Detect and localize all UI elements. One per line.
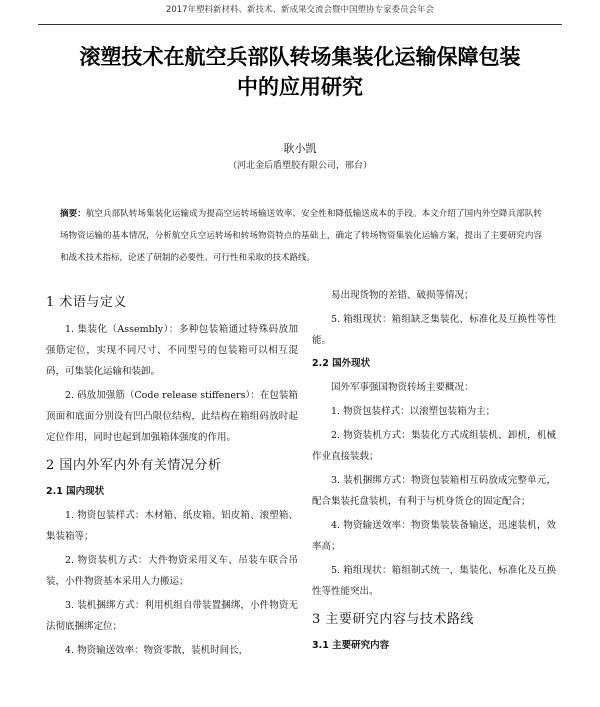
affiliation: （河北金后盾塑胶有限公司，邢台） — [227, 161, 372, 171]
paragraph: 3. 装机捆绑方式：物资包装箱相互码放成完整单元，配合集装托盘装机，有利于与机身货仓的固定配合； — [312, 475, 556, 507]
title-line-2: 中的应用研究 — [237, 75, 363, 99]
paragraph: 1. 集装化（Assembly）：多种包装箱通过特殊码放加强筋定位，实现不同尺寸、不同型号的包装箱可以相互混码，可集装化运输和装卸。 — [46, 324, 298, 377]
paragraph: 国外军事强国物资转场主要概况： — [331, 382, 474, 393]
section-2-1-title: 2.1 国内现状 — [46, 486, 105, 497]
paragraph: 4. 物资输送效率：物资集装装备输送，迅速装机，效率高； — [312, 520, 556, 552]
paper-title — [40, 42, 560, 102]
section-3-title: 3 主要研究内容与技术路线 — [312, 612, 474, 627]
section-3-1-title: 3.1 主要研究内容 — [312, 640, 390, 651]
paragraph: 2. 码放加强筋（Code release stiffeners）：在包装箱顶面和底面分别设有凹凸限位结构，此结构在箱组码放时起定位作用，同时也起到加强箱体强度的作用。 — [46, 390, 298, 443]
section-2-2-title: 2.2 国外现状 — [312, 358, 371, 369]
paragraph: 5. 箱组现状：箱组缺乏集装化、标准化及互换性等性能。 — [312, 314, 556, 346]
header-rule — [38, 24, 562, 25]
paragraph: 1. 物资包装样式：木材箱、纸皮箱、铝皮箱、滚塑箱、集装箱等； — [46, 510, 298, 542]
section-2-title: 2 国内外军内外有关情况分析 — [46, 458, 222, 473]
paragraph: 2. 物资装机方式：大件物资采用叉车、吊装车联合吊装，小件物资基本采用人力搬运； — [46, 555, 298, 587]
title-line-1: 滚塑技术在航空兵部队转场集装化运输保障包装 — [79, 45, 521, 69]
paragraph-continued: 易出现货物的差错、破损等情况； — [331, 290, 474, 301]
running-header: 2017年塑料新材料、新技术、新成果交流会暨中国塑协专家委员会年会 — [165, 5, 435, 15]
abstract-text: 航空兵部队转场集装化运输成为提高空运转场输送效率、安全性和降低输送成本的手段。本文介绍了国内外空降兵部队转场物资运输的基本情况，分析航空兵空运转场和转场物资特点的基础上，确定了转场物资集装化运输方案，提出了主要研究内容和战术技术指标，论述了研制的必要性、可行性和采取的技术路线。 — [60, 209, 542, 263]
paragraph: 4. 物资输送效率：物资零散，装机时间长， — [65, 645, 249, 656]
paragraph: 3. 装机捆绑方式：利用机组自带装置捆绑，小件物资无法彻底捆绑定位； — [46, 600, 298, 632]
abstract-label: 摘要： — [60, 209, 86, 219]
abstract — [60, 203, 542, 269]
left-column — [46, 285, 298, 664]
paragraph: 1. 物资包装样式：以滚塑包装箱为主； — [331, 406, 496, 417]
right-column — [312, 285, 556, 659]
paragraph: 2. 物资装机方式：集装化方式成组装机、卸机，机械作业直接装载； — [312, 430, 556, 462]
paragraph: 5. 箱组现状：箱组制式统一，集装化、标准化及互换性等性能突出。 — [312, 565, 556, 597]
section-1-title: 1 术语与定义 — [46, 295, 127, 310]
author: 耿小凯 — [283, 142, 317, 155]
